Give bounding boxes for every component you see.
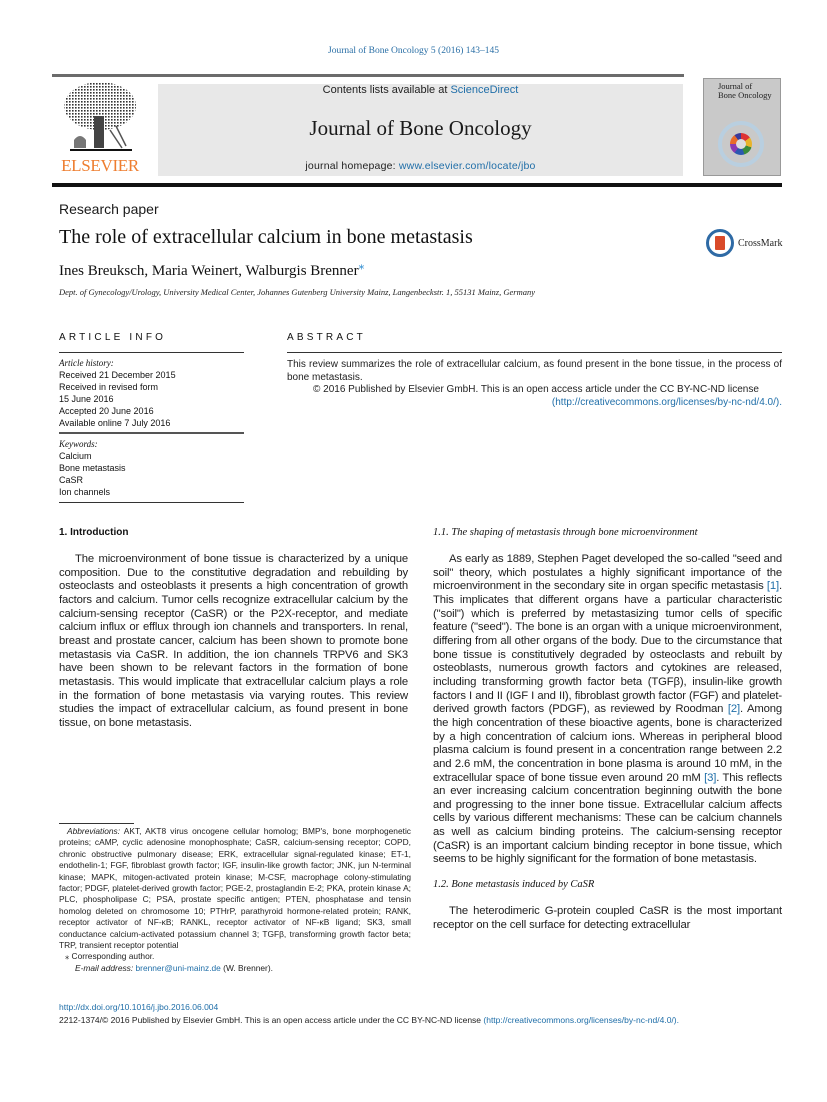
divider [59,502,244,503]
homepage-link[interactable]: www.elsevier.com/locate/jbo [398,160,536,172]
citation-link[interactable]: [1] [766,580,779,593]
abstract-copyright: © 2016 Published by Elsevier GmbH. This is an open access article under the CC BY-NC-ND license [313,384,759,395]
article-title: The role of extracellular calcium in bone metastasis [59,226,473,248]
abstract [287,332,782,409]
journal-title: Journal of Bone Oncology [309,116,532,140]
running-citation[interactable]: Journal of Bone Oncology 5 (2016) 143–145 [328,46,499,56]
masthead-rule [52,183,782,187]
divider [287,352,782,353]
section-1-1 [433,527,782,932]
affiliation: Dept. of Gynecology/Urology, University Medical Center, Johannes Gutenberg University Mainz, Langenbeckstr. 1, 55131 Mainz, Germany [59,287,535,297]
s12-paragraph: The heterodimeric G-protein coupled CaSR is the most important receptor on the cell surface for detecting extracellular [433,905,782,931]
doi-link[interactable]: http://dx.doi.org/10.1016/j.jbo.2016.06.004 [59,1002,219,1012]
subsection-heading: 1.1. The shaping of metastasis through bone microenvironment [433,527,698,538]
header-rule [52,74,684,77]
intro-paragraph: The microenvironment of bone tissue is characterized by a unique composition. Due to the constitutive degradation and rebuilding by osteoclasts and osteoblasts it presents a high concentration of growth factors and calcium. Tumor cells recognize extracellular calcium by the calcium-sensing receptor (CaSR) or the P2X-receptor, and mediate calcium influx or efflux through ion channels and transporters. In renal, breast and prostate cancer, calcium has been shown to promote bone metastasis via CaSR. In addition, the ion channels TRPV6 and SK3 have been shown to be relevant factors in the formation of bone metastasis. This would implicate that extracellular calcium plays a role in the formation of bone metastasis via varying routes. This review studies the impact of extracellular calcium, as found present in bone tissue, on bone metastasis. [59,553,408,729]
divider [59,352,244,353]
s11-paragraph: As early as 1889, Stephen Paget developed the so-called "seed and soil" theory, which postulates a highly significant importance of the microenvironment in the secondary site in organ specific metastasis [1]. This implicates that different organs have a particular characteristic ("soil") which is preferred by metastasizing tumor cells of specific feature ("seed"). The bone is an organ with a unique microenvironment, differing from all other organs of the body. Due to the circumstance that bone tissue is constitutively degraded by osteoclasts and rebuilt by osteoblasts, numerous growth factors and cytokines are released, including transforming growth factor beta (TGFβ), insulin-like growth factors I and II (IGF I and II), fibroblast growth factor (FGF) and platelet-derived growth factors (PDGF), as reviewed by Roodman [2]. Among the high concentration of these bioactive agents, bone is characterized by a high concentration of calcium ions. Whereas in peripheral blood plasma calcium is found present in a concentration range between 2.2 and 2.6 mM, the concentration in bone plasma is around 10 mM, in the extracellular space of bone tissue even around 20 mM [3]. This reflects an ever increasing calcium concentration beginning outwith the bone and progressing to the inner bone tissue. Extracellular calcium affects cells by various different mechanisms: These can be calcium channels as well as calcium binding proteins. The calcium-sensing receptor (CaSR) is an important calcium binding receptor in bone tissue, which seems to be highly significant for the formation of bone metastasis. [433,553,782,866]
journal-cover-thumbnail[interactable] [703,78,781,176]
article-history: Article history: Received 21 December 2015 Received in revised form 15 June 2016 Accepted 20 June 2016 Available online 7 July 2016 [59,358,176,428]
author-list: Ines Breuksch, Maria Weinert, Walburgis Brenner⁎ [59,260,365,279]
elsevier-wordmark: ELSEVIER [61,156,139,175]
contents-line: Contents lists available at ScienceDirect [322,84,519,96]
citation-link[interactable]: [2] [727,703,740,716]
journal-homepage: journal homepage: www.elsevier.com/locate/jbo [305,160,536,172]
divider [59,432,244,434]
email-note: E-mail address: brenner@uni-mainz.de (W. Brenner). [75,962,273,973]
subsection-heading: 1.2. Bone metastasis induced by CaSR [433,879,595,891]
journal-banner [158,84,683,176]
article-type: Research paper [59,201,159,217]
footnote-rule [59,823,134,824]
elsevier-logo[interactable] [54,80,146,176]
abstract-license [287,397,782,410]
issn-copyright: 2212-1374/© 2016 Published by Elsevier GmbH. This is an open access article under the CC BY-NC-ND license (http://creativecommons.org/licenses/by-nc-nd/4.0/). [59,1015,679,1025]
keywords: Keywords: Calcium Bone metastasis CaSR Ion channels [59,438,244,498]
keyword: Ion channels [59,487,111,497]
abstract-heading: ABSTRACT [287,332,366,343]
article-info-heading: ARTICLE INFO [59,332,167,343]
section-heading: 1. Introduction [59,527,129,538]
crossmark-label: CrossMark [738,238,783,249]
license-link[interactable]: (http://creativecommons.org/licenses/by-nc-nd/4.0/). [551,396,782,408]
abbreviations-footnote: Abbreviations: AKT, AKT8 virus oncogene cellular homolog; BMP's, bone morphogenetic proteins; cAMP, cyclic adenosine monophosphate; CaSR, calcium-sensing receptor; COPD, chronic obstructive pulmonary disease; ERK, extracellular signal-regulated kinase; ET-1, endothelin-1; FGF, fibroblast growth factor; IGF, insulin-like growth factor; JNK, jun N-terminal kinase; MAPK, mitogen-activated protein kinase; M-CSF, macrophage colony-stimulating factor; PDGF, platelet-derived growth factor; PGE-2, prostaglandin E-2; PKA, protein kinase A; PLC, phospholipase C; PSA, prostate specific antigen; PTEN, phosphatase and tensin homolog deleted on chromosome 10; PTHrP, parathyroid hormone-related protein; RANK, receptor activator of NF-κB; RANKL, receptor activator of NF-κB ligand; SK3, small conductance calcium-activated potassium channel 3; TGFβ, transforming growth factor beta; TRP, transient receptor potential ⁎ Corresponding author. E-mail address: brenner@uni-mainz.de (W. Brenner). [59,826,411,973]
email-link[interactable]: brenner@uni-mainz.de [135,962,221,973]
citation-link[interactable]: [3] [704,771,717,784]
abstract-text: This review summarizes the role of extracellular calcium, as found present in the bone tissue, in the process of bone metastasis. [287,359,782,383]
sciencedirect-link[interactable]: ScienceDirect [450,84,519,96]
corresponding-author-note: ⁎ Corresponding author. [65,951,155,962]
article-info [59,332,244,503]
elsevier-tree-icon [60,80,140,154]
bottom-license-link[interactable]: (http://creativecommons.org/licenses/by-nc-nd/4.0/). [483,1015,679,1025]
keyword: CaSR [59,475,84,485]
corresponding-author-mark[interactable]: ⁎ [358,260,365,272]
introduction-section [59,527,408,731]
crossmark-icon [706,229,734,257]
keyword: Calcium [59,451,92,461]
cover-title: Journal of Bone Oncology [718,81,772,100]
cover-graphic-icon [718,121,764,167]
keyword: Bone metastasis [59,463,126,473]
crossmark-button[interactable] [706,229,796,261]
